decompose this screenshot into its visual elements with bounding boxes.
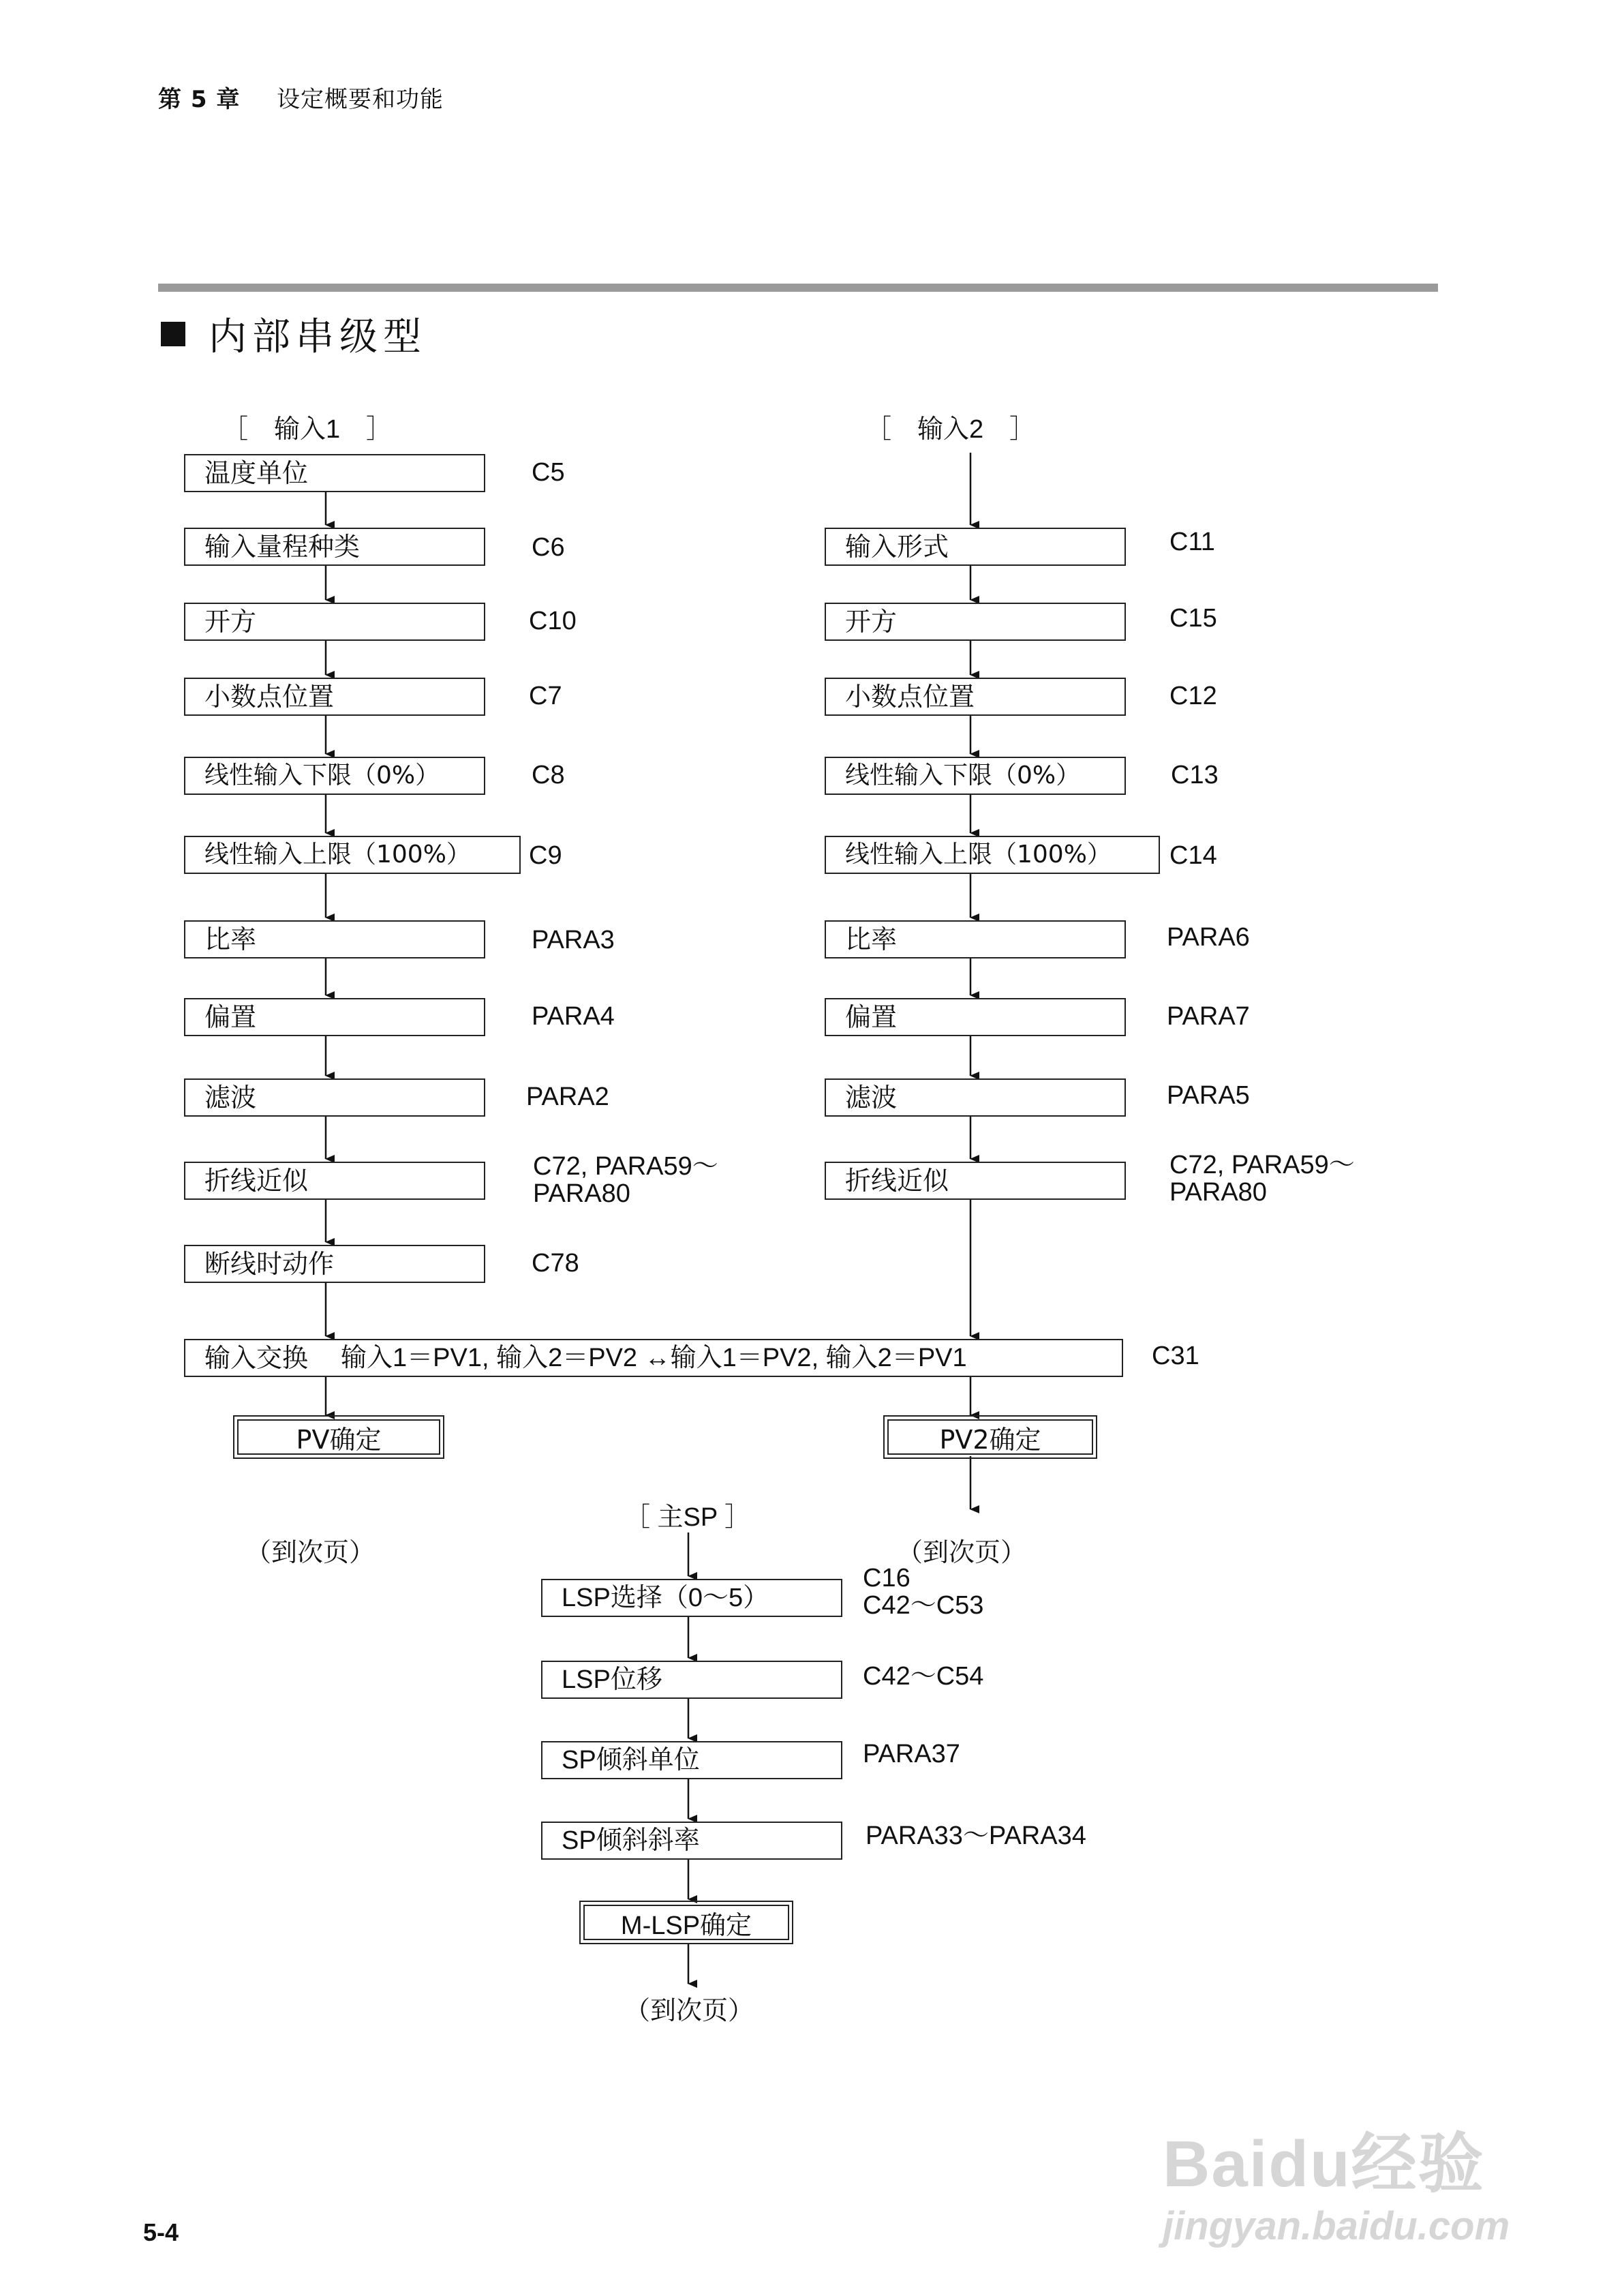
- input1-code: C6: [532, 533, 565, 562]
- input1-code: C10: [529, 607, 577, 635]
- next-page-label: （到次页）: [624, 1995, 754, 2025]
- input2-step: 折线近似: [825, 1162, 1126, 1200]
- main-sp-code: C16 C42～C53: [863, 1564, 984, 1620]
- main-sp-step: SP倾斜斜率: [541, 1822, 842, 1860]
- input2-code: C12: [1169, 682, 1217, 710]
- input1-step: 线性输入上限（100%）: [184, 836, 521, 874]
- next-page-label: （到次页）: [897, 1537, 1027, 1567]
- input1-step: 滤波: [184, 1078, 485, 1117]
- chapter-number: 第 5 章: [158, 86, 241, 113]
- input2-code: C72, PARA59～ PARA80: [1169, 1151, 1355, 1207]
- main-sp-code: PARA37: [863, 1740, 960, 1768]
- input1-code: C78: [532, 1249, 579, 1278]
- input2-code: PARA6: [1167, 923, 1250, 952]
- main-sp-step: SP倾斜单位: [541, 1741, 842, 1779]
- main-sp-step: LSP位移: [541, 1661, 842, 1699]
- input2-step: 线性输入下限（0%）: [825, 757, 1126, 795]
- main-sp-heading: ［ 主SP ］: [624, 1503, 751, 1532]
- input1-code: PARA2: [526, 1083, 609, 1111]
- input1-step: 输入量程种类: [184, 528, 485, 566]
- main-sp-code: C42～C54: [863, 1662, 984, 1691]
- m-lsp-confirm-box: M-LSP确定: [583, 1905, 789, 1940]
- input1-step: 折线近似: [184, 1162, 485, 1200]
- input1-step: 温度单位: [184, 454, 485, 492]
- input1-code: PARA3: [532, 926, 615, 954]
- input1-code: C72, PARA59～ PARA80: [533, 1152, 718, 1208]
- input1-code: C7: [529, 682, 562, 710]
- input1-step: 小数点位置: [184, 678, 485, 716]
- chapter-title: 设定概要和功能: [276, 86, 444, 113]
- input2-heading: ［ 输入2 ］: [866, 415, 1036, 444]
- input-swap-code: C31: [1152, 1342, 1199, 1370]
- input1-code: PARA4: [532, 1002, 615, 1031]
- input1-step: 开方: [184, 603, 485, 641]
- section-title: 内部串级型: [209, 315, 427, 359]
- input2-step: 偏置: [825, 998, 1126, 1036]
- input2-step: 开方: [825, 603, 1126, 641]
- input2-code: PARA7: [1167, 1002, 1250, 1031]
- watermark-logo: Baidu经验: [1163, 2128, 1485, 2201]
- input-swap-box: [184, 1339, 1123, 1377]
- page-number: 5-4: [143, 2218, 179, 2246]
- input1-heading: ［ 输入1 ］: [222, 415, 393, 444]
- input2-code: C15: [1169, 604, 1217, 633]
- input2-code: C13: [1171, 761, 1219, 789]
- input1-step: 比率: [184, 920, 485, 958]
- input2-step: 比率: [825, 920, 1126, 958]
- input2-step: 小数点位置: [825, 678, 1126, 716]
- input2-code: C14: [1169, 841, 1217, 870]
- input2-code: PARA5: [1167, 1081, 1250, 1110]
- input1-step: 线性输入下限（0%）: [184, 757, 485, 795]
- input2-step: 输入形式: [825, 528, 1126, 566]
- input1-code: C9: [529, 841, 562, 870]
- input1-code: C5: [532, 458, 565, 487]
- input2-step: 滤波: [825, 1078, 1126, 1117]
- watermark-url: jingyan.baidu.com: [1163, 2204, 1510, 2248]
- main-sp-step: LSP选择（0～5）: [541, 1579, 842, 1617]
- next-page-label: （到次页）: [245, 1537, 376, 1567]
- input2-step: 线性输入上限（100%）: [825, 836, 1160, 874]
- input2-code: C11: [1169, 528, 1215, 556]
- main-sp-code: PARA33～PARA34: [866, 1822, 1086, 1850]
- input1-step: 断线时动作: [184, 1245, 485, 1283]
- pv2-confirm-box: PV2确定: [887, 1419, 1093, 1455]
- input1-step: 偏置: [184, 998, 485, 1036]
- pv1-confirm-box: PV确定: [237, 1419, 440, 1455]
- input-swap-label: 输入交换: [204, 1343, 309, 1373]
- input-swap-detail: 输入1＝PV1, 输入2＝PV2 ↔输入1＝PV2, 输入2＝PV1: [341, 1344, 967, 1372]
- input1-code: C8: [532, 761, 565, 789]
